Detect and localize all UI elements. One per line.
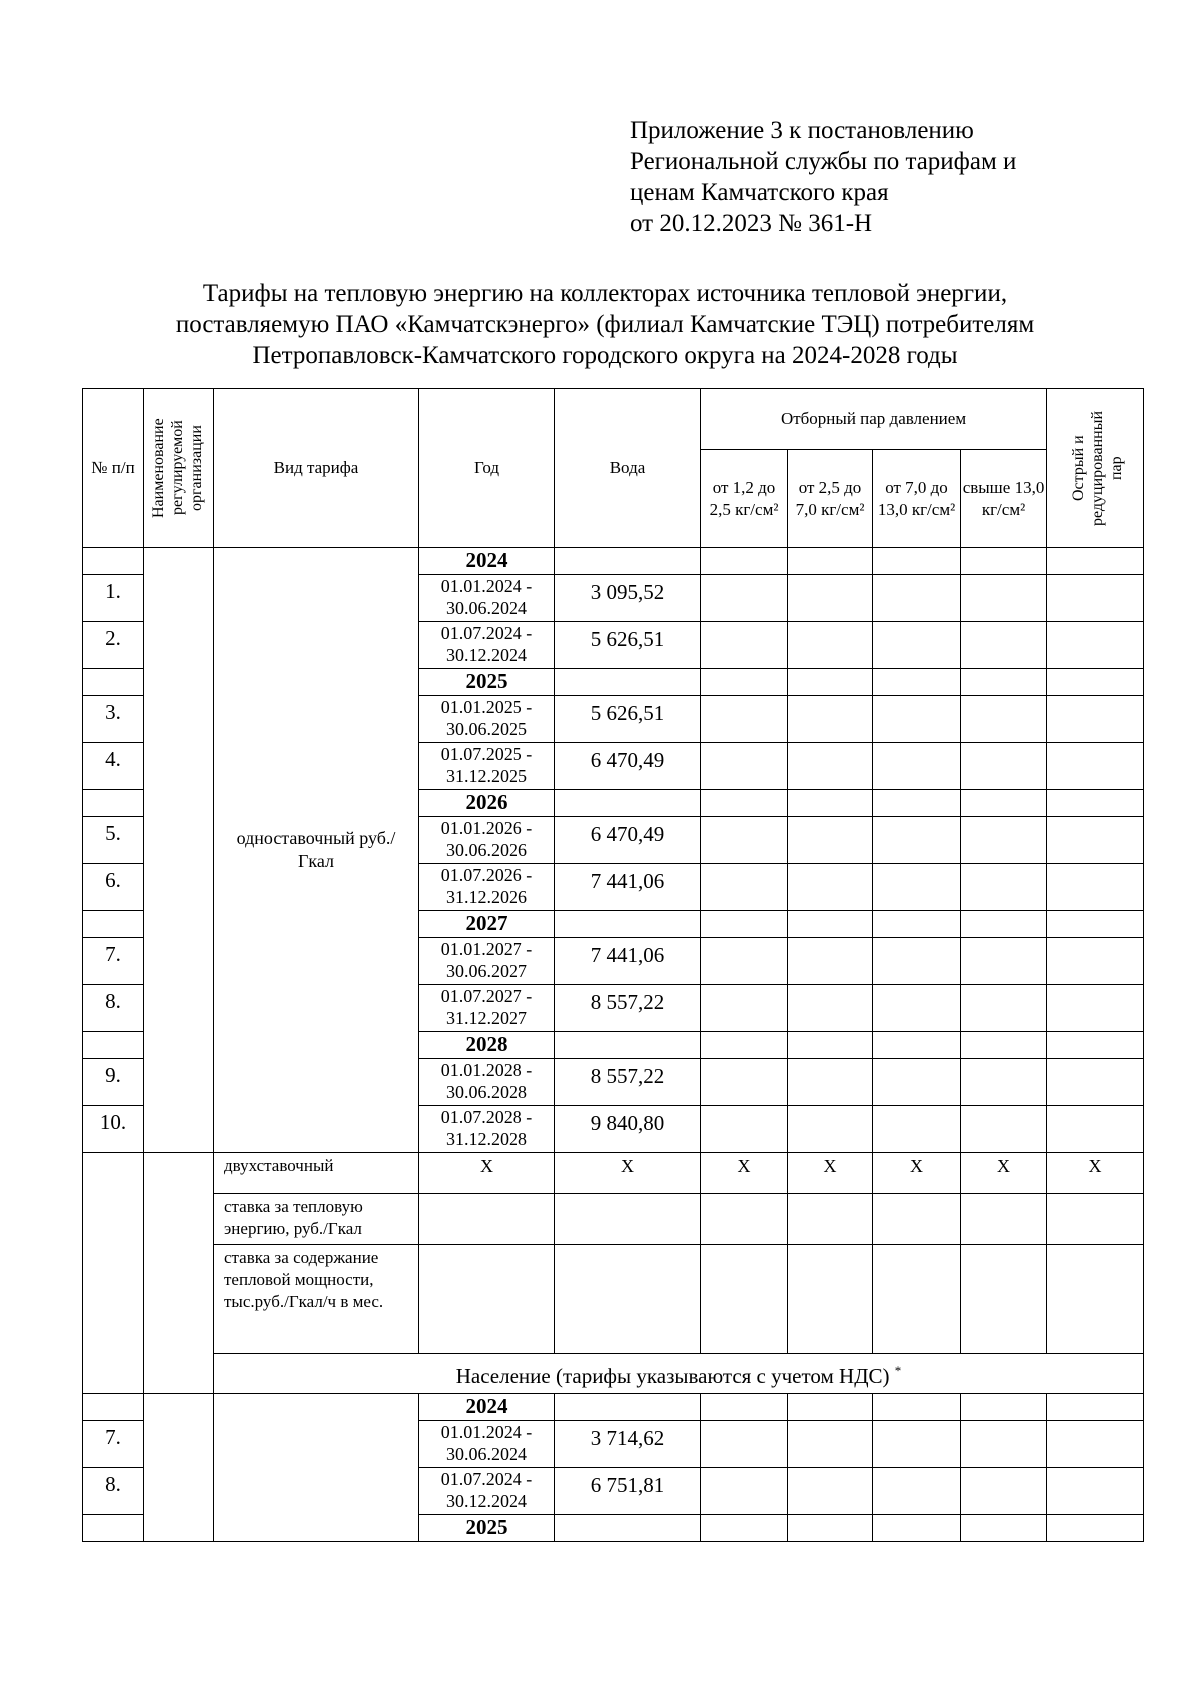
empty-cell: [701, 548, 788, 575]
empty-cell: [873, 696, 961, 743]
empty-cell: [701, 1032, 788, 1059]
empty-cell: [1047, 864, 1144, 911]
empty-cell: [701, 1515, 788, 1542]
year-row: [83, 1394, 1144, 1421]
empty-cell: [961, 911, 1047, 938]
footnote-mark: *: [894, 1363, 902, 1378]
x-mark: X: [555, 1153, 701, 1194]
period-cell: 01.07.2026 - 31.12.2026: [419, 864, 555, 911]
empty-cell: [873, 575, 961, 622]
title-line: Петропавловск-Камчатского городского округа на 2024-2028 годы: [252, 342, 958, 369]
empty-cell: [961, 817, 1047, 864]
empty-cell: [555, 1032, 701, 1059]
empty-cell: [1047, 743, 1144, 790]
period-cell: 01.07.2024 - 30.12.2024: [419, 622, 555, 669]
empty-cell: [961, 1468, 1047, 1515]
num-cell: [83, 1032, 144, 1059]
header-year: Год: [419, 389, 555, 548]
empty-cell: [555, 669, 701, 696]
period-cell: 01.01.2028 - 30.06.2028: [419, 1059, 555, 1106]
empty-cell: [701, 1394, 788, 1421]
empty-cell: [961, 669, 1047, 696]
empty-cell: [788, 1394, 873, 1421]
empty-cell: [788, 938, 873, 985]
empty-cell: [1047, 938, 1144, 985]
water-value: 7 441,06: [555, 864, 701, 911]
header-steam-2: от 2,5 до 7,0 кг/см²: [788, 450, 873, 548]
period-cell: 01.07.2024 - 30.12.2024: [419, 1468, 555, 1515]
org-cell: [144, 1153, 214, 1394]
water-value: 5 626,51: [555, 696, 701, 743]
two-rate-row: [83, 1153, 1144, 1194]
water-value: 5 626,51: [555, 622, 701, 669]
period-cell: 01.01.2027 - 30.06.2027: [419, 938, 555, 985]
empty-cell: [1047, 1032, 1144, 1059]
header-steam-3: от 7,0 до 13,0 кг/см²: [873, 450, 961, 548]
water-value: 9 840,80: [555, 1106, 701, 1153]
empty-cell: [701, 864, 788, 911]
empty-cell: [701, 1194, 788, 1245]
empty-cell: [873, 817, 961, 864]
empty-cell: [1047, 1421, 1144, 1468]
empty-cell: [1047, 911, 1144, 938]
empty-cell: [701, 1245, 788, 1354]
empty-cell: [701, 790, 788, 817]
empty-cell: [1047, 1106, 1144, 1153]
row-number: 1.: [83, 575, 144, 622]
empty-cell: [961, 1515, 1047, 1542]
appendix-line: от 20.12.2023 № 361-Н: [630, 210, 873, 237]
empty-cell: [788, 1194, 873, 1245]
water-value: 7 441,06: [555, 938, 701, 985]
header-org: [144, 389, 214, 548]
empty-cell: [961, 1421, 1047, 1468]
energy-rate-label: ставка за тепловую энергию, руб./Гкал: [214, 1194, 419, 1245]
period-cell: 01.01.2026 - 30.06.2026: [419, 817, 555, 864]
water-value: 3 714,62: [555, 1421, 701, 1468]
empty-cell: [701, 743, 788, 790]
num-cell: [83, 1153, 144, 1394]
empty-cell: [873, 1106, 961, 1153]
empty-cell: [1047, 985, 1144, 1032]
x-mark: X: [873, 1153, 961, 1194]
num-cell: [83, 548, 144, 575]
water-value: 6 470,49: [555, 817, 701, 864]
empty-cell: [873, 911, 961, 938]
header-num: № п/п: [83, 389, 144, 548]
empty-cell: [873, 548, 961, 575]
empty-cell: [701, 1106, 788, 1153]
empty-cell: [701, 938, 788, 985]
empty-cell: [788, 622, 873, 669]
empty-cell: [1047, 1194, 1144, 1245]
empty-cell: [701, 622, 788, 669]
period-cell: 01.01.2024 - 30.06.2024: [419, 1421, 555, 1468]
empty-cell: [788, 1245, 873, 1354]
empty-cell: [1047, 1394, 1144, 1421]
empty-cell: [873, 1245, 961, 1354]
empty-cell: [873, 622, 961, 669]
empty-cell: [788, 1468, 873, 1515]
year-label: 2026: [419, 790, 555, 817]
empty-cell: [961, 622, 1047, 669]
empty-cell: [555, 1394, 701, 1421]
empty-cell: [961, 1394, 1047, 1421]
empty-cell: [873, 938, 961, 985]
empty-cell: [873, 743, 961, 790]
empty-cell: [788, 743, 873, 790]
empty-cell: [788, 1421, 873, 1468]
empty-cell: [788, 548, 873, 575]
capacity-rate-label: ставка за содержание тепловой мощности, тыс.руб./Гкал/ч в мес.: [214, 1245, 419, 1354]
one-rate-label: одноставочный руб./Гкал: [214, 548, 419, 1153]
empty-cell: [873, 1059, 961, 1106]
title-line: поставляемую ПАО «Камчатскэнерго» (филиал Камчатские ТЭЦ) потребителям: [175, 311, 1035, 338]
empty-cell: [961, 790, 1047, 817]
empty-cell: [788, 1106, 873, 1153]
empty-cell: [701, 985, 788, 1032]
header-steam-1: от 1,2 до 2,5 кг/см²: [701, 450, 788, 548]
row-number: 8.: [83, 985, 144, 1032]
empty-cell: [873, 669, 961, 696]
empty-cell: [788, 911, 873, 938]
empty-cell: [555, 1245, 701, 1354]
empty-cell: [788, 817, 873, 864]
empty-cell: [1047, 1059, 1144, 1106]
empty-cell: [555, 1515, 701, 1542]
num-cell: [83, 911, 144, 938]
water-value: 8 557,22: [555, 985, 701, 1032]
empty-cell: [961, 1032, 1047, 1059]
period-cell: 01.07.2028 - 31.12.2028: [419, 1106, 555, 1153]
row-number: 5.: [83, 817, 144, 864]
empty-cell: [873, 1468, 961, 1515]
empty-cell: [1047, 1245, 1144, 1354]
period-cell: 01.07.2027 - 31.12.2027: [419, 985, 555, 1032]
capacity-rate-row: [83, 1245, 1144, 1354]
water-value: 6 470,49: [555, 743, 701, 790]
empty-cell: [1047, 575, 1144, 622]
row-number: 3.: [83, 696, 144, 743]
empty-cell: [701, 669, 788, 696]
year-label: 2024: [419, 1394, 555, 1421]
period-cell: 01.07.2025 - 31.12.2025: [419, 743, 555, 790]
header-tariff-type: Вид тарифа: [214, 389, 419, 548]
row-number: 4.: [83, 743, 144, 790]
row-number: 8.: [83, 1468, 144, 1515]
year-label: 2024: [419, 548, 555, 575]
empty-cell: [788, 1032, 873, 1059]
empty-cell: [555, 911, 701, 938]
num-cell: [83, 1394, 144, 1421]
empty-cell: [873, 864, 961, 911]
empty-cell: [1047, 1468, 1144, 1515]
header-sharp-steam: [1047, 389, 1144, 548]
header-water: Вода: [555, 389, 701, 548]
document-title: [80, 278, 1130, 371]
empty-cell: [961, 1106, 1047, 1153]
empty-cell: [961, 985, 1047, 1032]
row-number: 10.: [83, 1106, 144, 1153]
row-number: 7.: [83, 938, 144, 985]
empty-cell: [873, 1421, 961, 1468]
empty-cell: [873, 1515, 961, 1542]
empty-cell: [873, 1394, 961, 1421]
empty-cell: [961, 575, 1047, 622]
empty-cell: [701, 696, 788, 743]
empty-cell: [701, 1421, 788, 1468]
appendix-line: Приложение 3 к постановлению: [630, 117, 974, 144]
empty-cell: [961, 1245, 1047, 1354]
year-label: 2025: [419, 669, 555, 696]
num-cell: [83, 669, 144, 696]
year-label: 2025: [419, 1515, 555, 1542]
org-cell: [144, 548, 214, 1153]
x-mark: X: [701, 1153, 788, 1194]
appendix-line: ценам Камчатского края: [630, 179, 889, 206]
population-label: Население (тарифы указываются с учетом НДС): [455, 1364, 890, 1388]
empty-cell: [1047, 790, 1144, 817]
empty-cell: [1047, 548, 1144, 575]
water-value: 6 751,81: [555, 1468, 701, 1515]
empty-cell: [1047, 696, 1144, 743]
empty-cell: [419, 1245, 555, 1354]
empty-cell: [1047, 669, 1144, 696]
num-cell: [83, 790, 144, 817]
empty-cell: [555, 1194, 701, 1245]
empty-cell: [788, 790, 873, 817]
empty-cell: [1047, 1515, 1144, 1542]
water-value: 8 557,22: [555, 1059, 701, 1106]
tariff-table: [82, 388, 1144, 1542]
empty-cell: [788, 575, 873, 622]
empty-cell: [701, 817, 788, 864]
empty-cell: [961, 548, 1047, 575]
empty-cell: [873, 790, 961, 817]
population-label-cell: [214, 1354, 1144, 1394]
empty-cell: [961, 696, 1047, 743]
population-row: [83, 1354, 1144, 1394]
empty-cell: [1047, 817, 1144, 864]
empty-cell: [1047, 622, 1144, 669]
period-cell: 01.01.2024 - 30.06.2024: [419, 575, 555, 622]
empty-cell: [788, 864, 873, 911]
x-mark: X: [788, 1153, 873, 1194]
empty-cell: [788, 985, 873, 1032]
empty-cell: [961, 1194, 1047, 1245]
appendix-line: Региональной службы по тарифам и: [630, 148, 1017, 175]
empty-cell: [873, 1194, 961, 1245]
empty-cell: [961, 1059, 1047, 1106]
org-cell: [144, 1394, 214, 1542]
row-number: 2.: [83, 622, 144, 669]
energy-rate-row: [83, 1194, 1144, 1245]
appendix-header: [630, 115, 1016, 239]
row-number: 9.: [83, 1059, 144, 1106]
empty-cell: [555, 548, 701, 575]
empty-cell: [961, 938, 1047, 985]
title-line: Тарифы на тепловую энергию на коллекторах источника тепловой энергии,: [202, 280, 1008, 307]
header-steam-group: Отборный пар давлением: [701, 389, 1047, 450]
row-number: 6.: [83, 864, 144, 911]
empty-cell: [701, 911, 788, 938]
row-number: 7.: [83, 1421, 144, 1468]
header-sharp-label: Острый и редуцированный пар: [1070, 410, 1126, 526]
year-label: 2027: [419, 911, 555, 938]
water-value: 3 095,52: [555, 575, 701, 622]
empty-cell: [701, 1059, 788, 1106]
period-cell: 01.01.2025 - 30.06.2025: [419, 696, 555, 743]
x-mark: X: [1047, 1153, 1144, 1194]
year-row: [83, 548, 1144, 575]
x-mark: X: [961, 1153, 1047, 1194]
x-mark: X: [419, 1153, 555, 1194]
empty-cell: [788, 1059, 873, 1106]
two-rate-label: двухставочный: [214, 1153, 419, 1194]
num-cell: [83, 1515, 144, 1542]
empty-cell: [873, 1032, 961, 1059]
empty-cell: [788, 1515, 873, 1542]
header-steam-4: свыше 13,0 кг/см²: [961, 450, 1047, 548]
year-label: 2028: [419, 1032, 555, 1059]
empty-cell: [419, 1194, 555, 1245]
empty-cell: [555, 790, 701, 817]
tariff-type-cell: [214, 1394, 419, 1542]
empty-cell: [701, 1468, 788, 1515]
empty-cell: [788, 669, 873, 696]
empty-cell: [961, 743, 1047, 790]
empty-cell: [961, 864, 1047, 911]
header-org-label: Наименование регулируемой организации: [149, 418, 205, 518]
empty-cell: [788, 696, 873, 743]
empty-cell: [701, 575, 788, 622]
empty-cell: [873, 985, 961, 1032]
